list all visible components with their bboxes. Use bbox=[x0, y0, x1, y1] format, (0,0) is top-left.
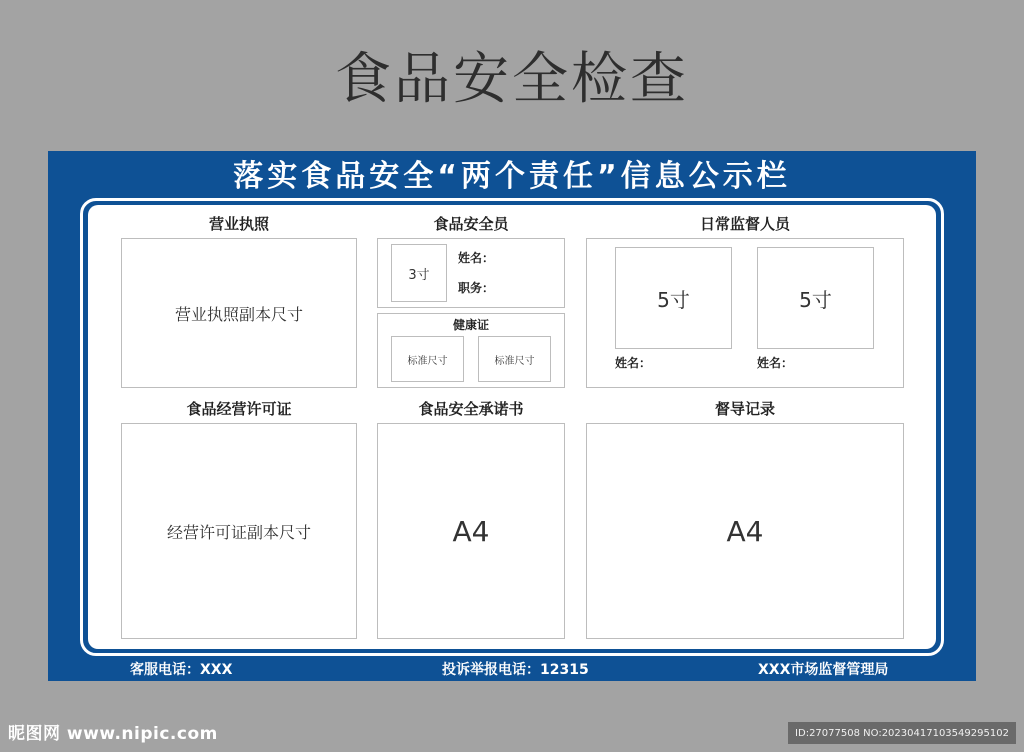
supervisor-photo-2-size: 5寸 bbox=[799, 287, 832, 312]
footer-bureau: XXX市场监督管理局 bbox=[758, 662, 889, 678]
safety-officer-photo-slot bbox=[391, 244, 447, 302]
supervisor-1-name-label: 姓名： bbox=[615, 356, 652, 370]
supervision-record-box bbox=[586, 423, 904, 639]
safety-officer-photo-size: 3寸 bbox=[408, 267, 430, 283]
safety-commitment-box bbox=[377, 423, 565, 639]
operating-permit-title: 食品经营许可证 bbox=[186, 400, 292, 418]
watermark-site: 昵图网 www.nipic.com bbox=[8, 724, 218, 744]
supervisor-2-name-label: 姓名： bbox=[757, 356, 794, 370]
health-cert-slot-2 bbox=[478, 336, 551, 382]
health-cert-title: 健康证 bbox=[452, 318, 489, 332]
safety-officer-position-label: 职务： bbox=[458, 281, 495, 295]
safety-officer-name-label: 姓名： bbox=[458, 251, 495, 265]
safety-commitment-size: A4 bbox=[452, 514, 490, 548]
operating-permit-placeholder: 经营许可证副本尺寸 bbox=[166, 522, 311, 542]
supervisor-photo-slot-1 bbox=[615, 247, 732, 349]
supervision-record-size: A4 bbox=[726, 514, 764, 548]
watermark-id-text: ID:27077508 NO:20230417103549295102 bbox=[795, 727, 1009, 739]
safety-commitment-title: 食品安全承诺书 bbox=[418, 400, 524, 418]
business-license-placeholder: 营业执照副本尺寸 bbox=[174, 304, 303, 324]
footer-service-phone: 客服电话：XXX bbox=[130, 662, 233, 678]
operating-permit-box bbox=[121, 423, 357, 639]
watermark-id bbox=[788, 722, 1016, 744]
health-cert-slot-1-label: 标准尺寸 bbox=[407, 355, 448, 367]
board-title: 落实食品安全“两个责任”信息公示栏 bbox=[233, 159, 791, 194]
page-title: 食品安全检查 bbox=[335, 47, 689, 112]
supervision-record-title: 督导记录 bbox=[714, 400, 775, 418]
supervisor-photo-1-size: 5寸 bbox=[657, 287, 690, 312]
health-cert-slot-1 bbox=[391, 336, 464, 382]
supervisor-photo-slot-2 bbox=[757, 247, 874, 349]
business-license-box bbox=[121, 238, 357, 388]
footer-complaint-phone: 投诉举报电话：12315 bbox=[442, 662, 589, 678]
business-license-title: 营业执照 bbox=[208, 215, 269, 233]
safety-officer-title: 食品安全员 bbox=[433, 215, 509, 233]
daily-supervisors-title: 日常监督人员 bbox=[699, 215, 790, 233]
health-cert-slot-2-label: 标准尺寸 bbox=[494, 355, 535, 367]
